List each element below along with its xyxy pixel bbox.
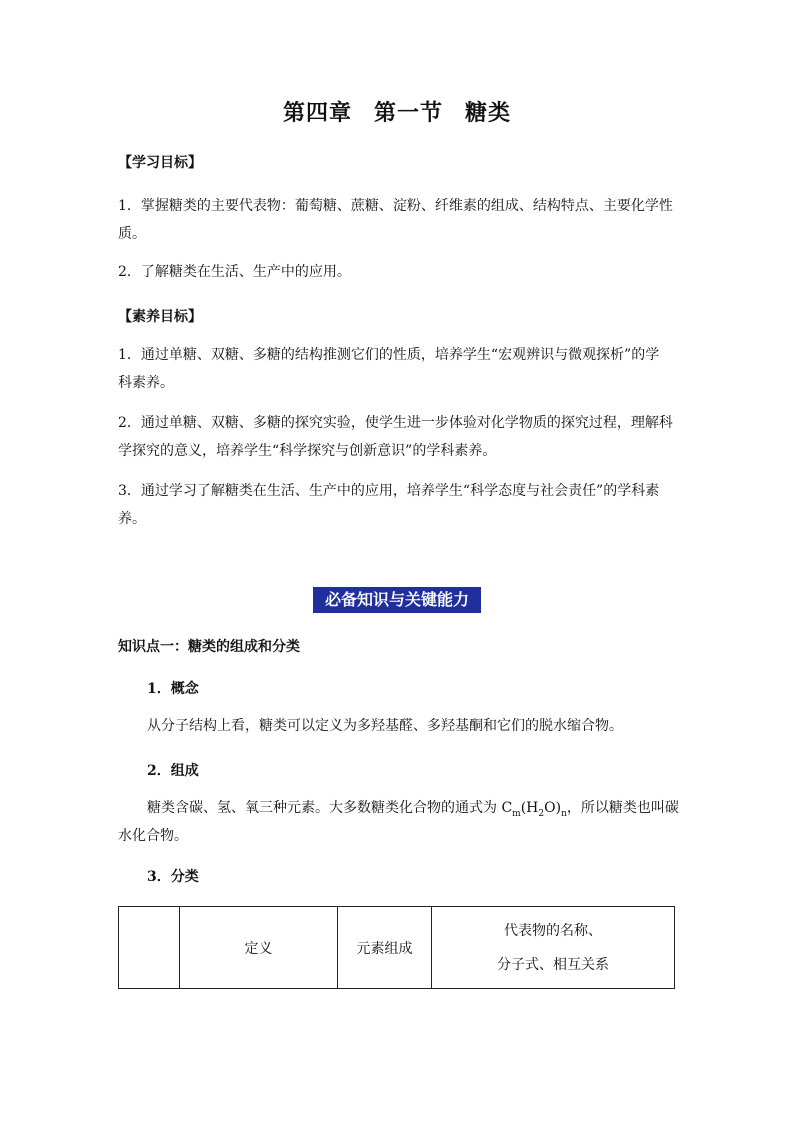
literacy-goal-2: 2．通过单糖、双糖、多糖的探究实验，使学生进一步体验对化学物质的探究过程，理解科 学探究的意义，培养学生“科学探究与创新意识”的学科素养。 <box>118 415 673 459</box>
table-header-elements: 元素组成 <box>338 907 432 989</box>
classification-table <box>118 906 675 989</box>
section-banner: 必备知识与关键能力 <box>313 587 481 613</box>
composition-text: 糖类含碳、氢、氧三种元素。大多数糖类化合物的通式为 $C_m(H_2O)_n$，所以糖类也叫碳 <box>147 800 679 819</box>
literacy-goals-heading: 【素养目标】 <box>118 309 202 325</box>
section-label: 第一节 <box>373 100 443 126</box>
topic-label: 糖类 <box>465 100 512 126</box>
learning-goal-2: 2．了解糖类在生活、生产中的应用。 <box>118 264 351 280</box>
table-header-empty <box>119 907 180 989</box>
literacy-goal-3: 3．通过学习了解糖类在生活、生产中的应用，培养学生“科学态度与社会责任”的学科素 养。 <box>118 483 660 527</box>
literacy-goal-1: 1．通过单糖、双糖、多糖的结构推测它们的性质，培养学生“宏观辨识与微观探析”的学 科素养。 <box>118 347 660 391</box>
chapter-label: 第四章 <box>282 100 352 126</box>
composition-text-cont: 水化合物。 <box>118 828 188 844</box>
learning-goal-1: 1．掌握糖类的主要代表物：葡萄糖、蔗糖、淀粉、纤维素的组成、结构特点、主要化学性 质。 <box>118 198 673 242</box>
table-header-definition: 定义 <box>180 907 338 989</box>
composition-heading: 2．组成 <box>147 763 199 779</box>
table-header-representatives: 代表物的名称、 分子式、相互关系 <box>432 907 675 989</box>
concept-heading: 1．概念 <box>147 681 199 697</box>
knowledge-point-heading: 知识点一：糖类的组成和分类 <box>118 639 300 655</box>
page-title <box>0 96 794 127</box>
concept-text: 从分子结构上看，糖类可以定义为多羟基醛、多羟基酮和它们的脱水缩合物。 <box>147 718 623 734</box>
learning-goals-heading: 【学习目标】 <box>118 155 202 171</box>
table-header-row <box>119 907 675 989</box>
classification-heading: 3．分类 <box>147 869 199 885</box>
